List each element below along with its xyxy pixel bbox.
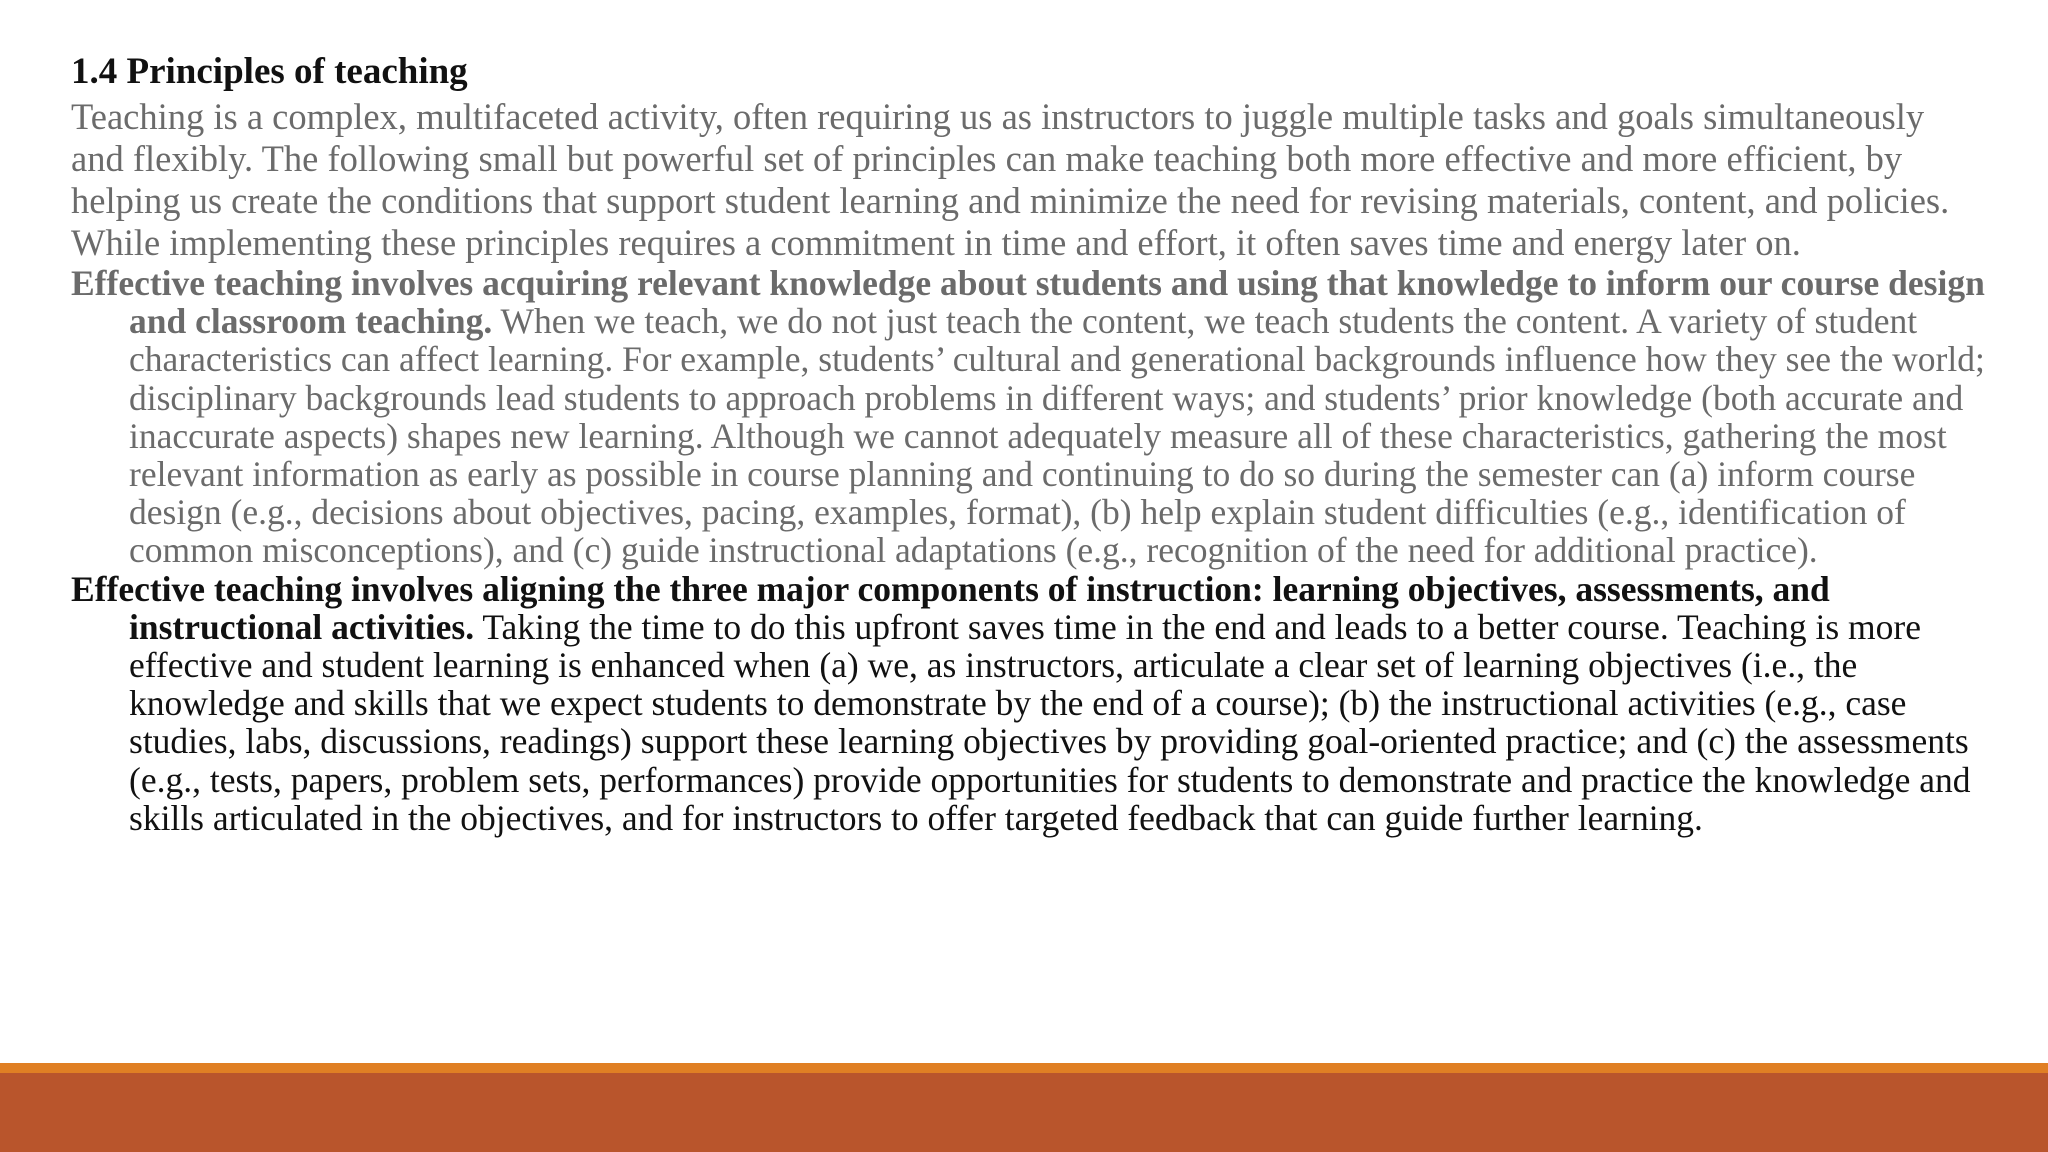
- intro-paragraph: Teaching is a complex, multifaceted activity, often requiring us as instructors to juggle multiple tasks and goals simultaneously and flexibly. The following small but powerful set of principles can make teaching both more effective and more efficient, by helping us create the conditions that support student learning and minimize the need for revising materials, content, and policies. While implementing these principles requires a commitment in time and effort, it often saves time and energy later on.: [71, 96, 1950, 263]
- footer-bar: [0, 1073, 2048, 1152]
- footer-accent-line: [0, 1063, 2048, 1073]
- principle-2-lead: Effective teaching involves aligning the three major components of instruction: learning objectives, assessments, and instructional activities.: [71, 568, 1830, 647]
- principle-1-body: When we teach, we do not just teach the content, we teach students the content. A variety of student characteristics can affect learning. For example, students’ cultural and generational backgrounds influence how they see the world; disciplinary backgrounds lead students to approach problems in different ways; and students’ prior knowledge (both accurate and inaccurate aspects) shapes new learning. Although we cannot adequately measure all of these characteristics, gathering the most relevant information as early as possible in course planning and continuing to do so during the semester can (a) inform course design (e.g., decisions about objectives, pacing, examples, format), (b) help explain student difficulties (e.g., identification of common misconceptions), and (c) guide instructional adaptations (e.g., recognition of the need for additional practice).: [129, 301, 1985, 571]
- slide-content: [71, 50, 1991, 837]
- section-title: 1.4 Principles of teaching: [71, 51, 468, 92]
- principle-2: [71, 570, 1991, 837]
- principle-1-lead: Effective teaching involves acquiring relevant knowledge about students and using that knowledge to inform our course design and classroom teaching.: [71, 263, 1985, 342]
- principle-2-body: Taking the time to do this upfront saves time in the end and leads to a better course. Teaching is more effective and student learning is enhanced when (a) we, as instructors, articulate a clear set of learning objectives (i.e., the knowledge and skills that we expect students to demonstrate by the end of a course); (b) the instructional activities (e.g., case studies, labs, discussions, readings) support these learning objectives by providing goal-oriented practice; and (c) the assessments (e.g., tests, papers, problem sets, performances) provide opportunities for students to demonstrate and practice the knowledge and skills articulated in the objectives, and for instructors to offer targeted feedback that can guide further learning.: [129, 606, 1971, 838]
- principle-1: [71, 264, 1991, 570]
